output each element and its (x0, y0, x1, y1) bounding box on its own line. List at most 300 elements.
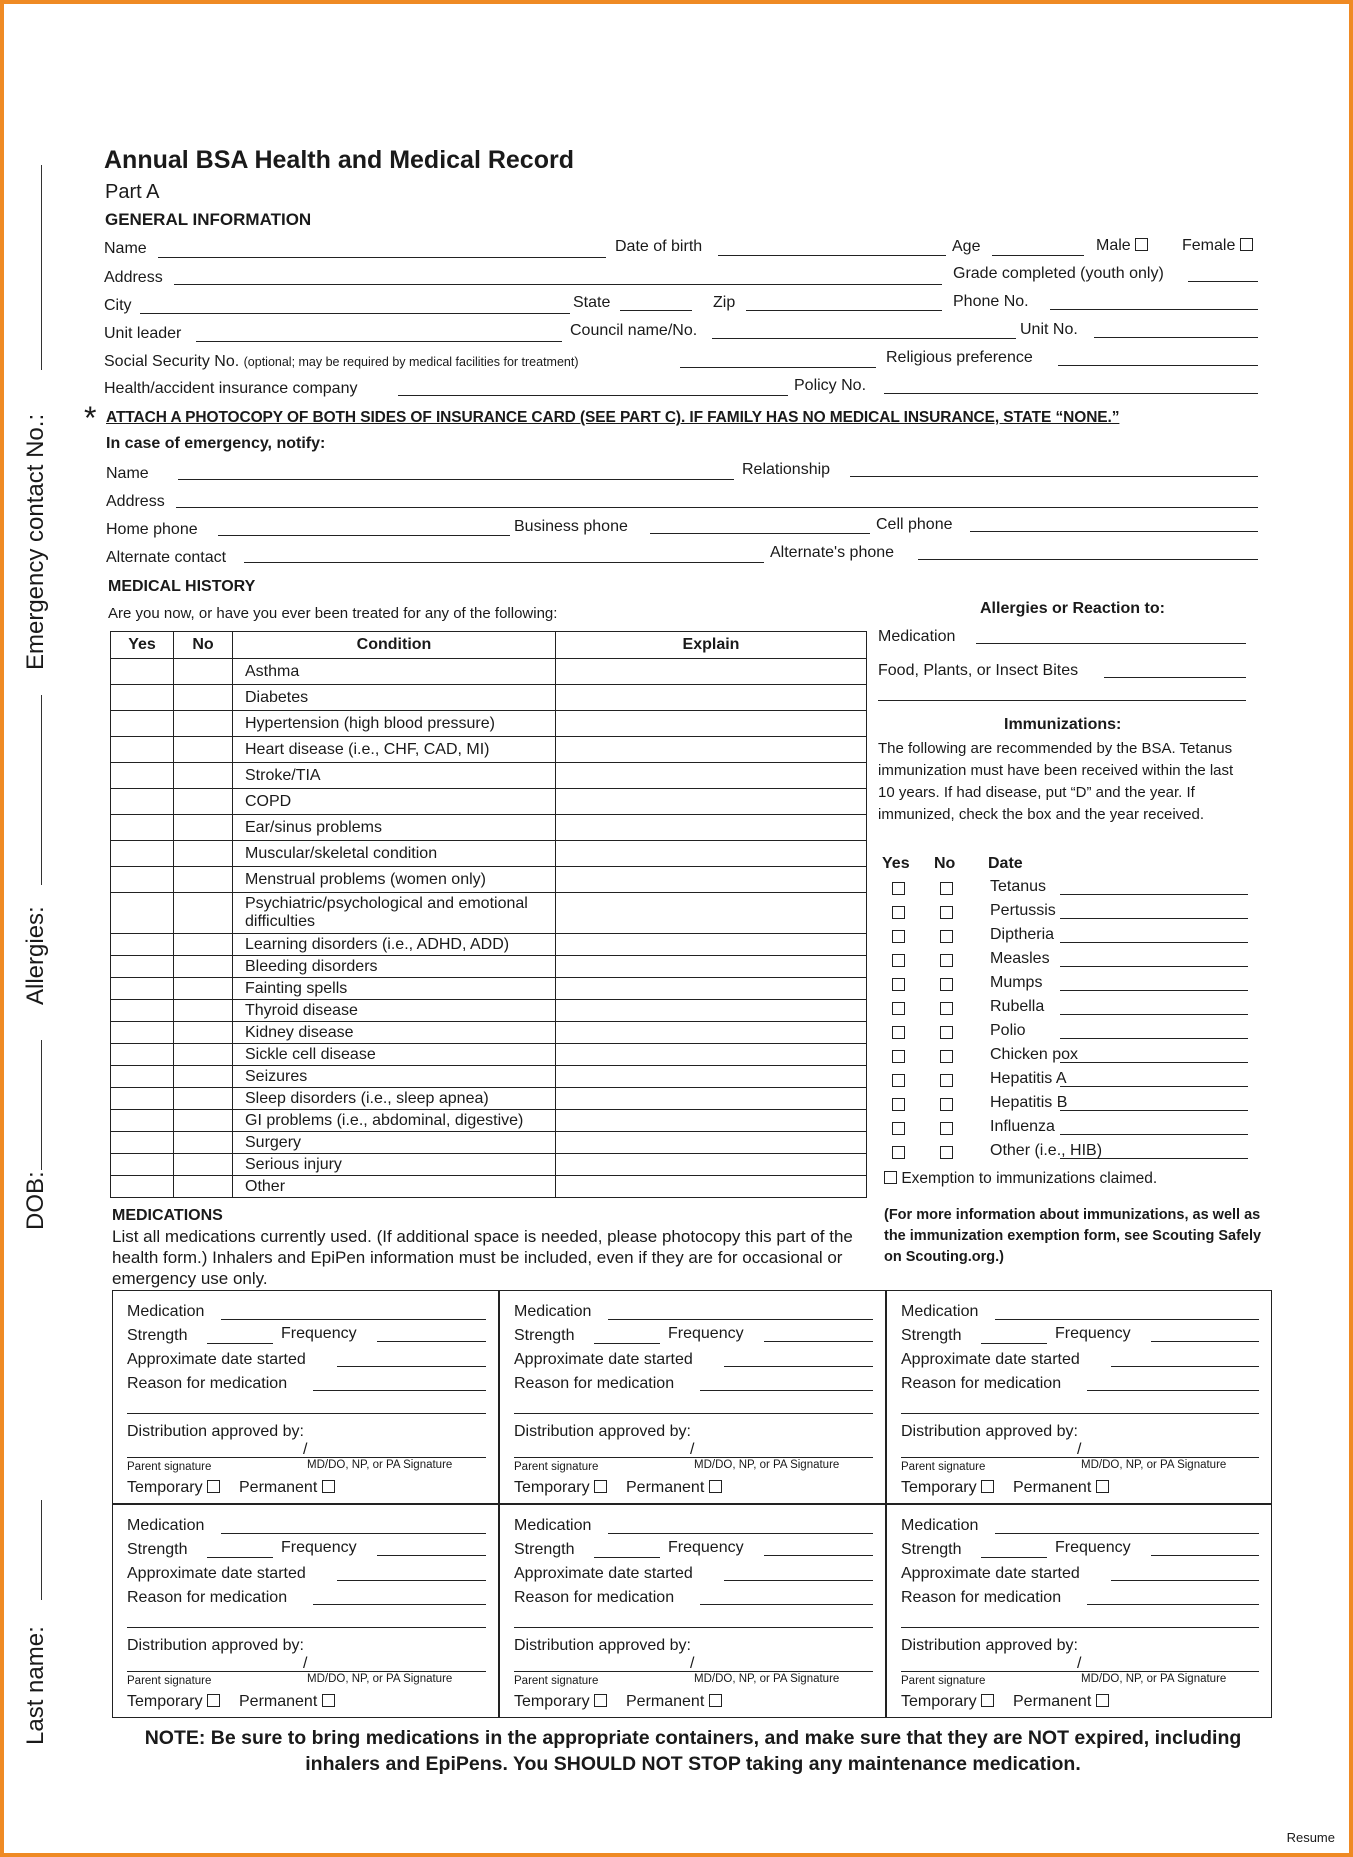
history-yes-cell[interactable] (111, 841, 174, 867)
table-row (111, 1110, 867, 1132)
imm-label: Mumps (990, 974, 1043, 991)
ssn-field[interactable] (680, 367, 876, 368)
history-no-cell[interactable] (174, 685, 233, 711)
table-row (111, 737, 867, 763)
phone-field[interactable] (1050, 309, 1258, 310)
table-row (111, 867, 867, 893)
history-condition: Learning disorders (i.e., ADHD, ADD) (233, 934, 556, 956)
table-row (111, 841, 867, 867)
table-row (111, 956, 867, 978)
history-condition: Thyroid disease (233, 1000, 556, 1022)
temporary-label: Temporary (901, 1479, 977, 1496)
imm-date-field[interactable] (1060, 1158, 1248, 1159)
address-field[interactable] (174, 284, 942, 285)
insurance-label: Health/accident insurance company (104, 380, 358, 397)
history-yes-cell[interactable] (111, 1088, 174, 1110)
temporary-checkbox[interactable] (981, 1480, 994, 1493)
parent-sig-label: Parent signature (514, 1675, 599, 1687)
imm-col-yes: Yes (882, 855, 910, 872)
med-name-field[interactable] (221, 1533, 486, 1534)
female-checkbox[interactable] (1240, 238, 1253, 251)
table-row (111, 685, 867, 711)
female-option[interactable] (1182, 237, 1253, 255)
temporary-label: Temporary (127, 1693, 203, 1710)
history-no-cell[interactable] (174, 1110, 233, 1132)
male-checkbox[interactable] (1135, 238, 1148, 251)
frequency-field[interactable] (1151, 1555, 1259, 1556)
history-yes-cell[interactable] (111, 737, 174, 763)
imm-no-checkbox[interactable] (940, 1122, 953, 1135)
alt-phone-field[interactable] (918, 559, 1258, 560)
strength-field[interactable] (207, 1343, 273, 1344)
strength-label: Strength (127, 1541, 188, 1558)
unit-leader-field[interactable] (196, 341, 562, 342)
exemption-option[interactable] (884, 1170, 1157, 1188)
permanent-checkbox[interactable] (322, 1694, 335, 1707)
imm-date-field[interactable] (1060, 1038, 1248, 1039)
grade-field[interactable] (1188, 281, 1258, 282)
reason-field-2[interactable] (514, 1413, 873, 1414)
history-condition: Kidney disease (233, 1022, 556, 1044)
history-yes-cell[interactable] (111, 1022, 174, 1044)
table-row (111, 1044, 867, 1066)
history-yes-cell[interactable] (111, 1066, 174, 1088)
imm-yes-checkbox[interactable] (892, 882, 905, 895)
allergy-extra-field[interactable] (878, 700, 1246, 701)
history-explain-cell[interactable] (556, 893, 867, 934)
imm-no-checkbox[interactable] (940, 1050, 953, 1063)
temporary-checkbox[interactable] (207, 1694, 220, 1707)
history-no-cell[interactable] (174, 1088, 233, 1110)
history-yes-cell[interactable] (111, 1176, 174, 1198)
history-yes-cell[interactable] (111, 659, 174, 685)
side-line (41, 165, 42, 370)
policy-label: Policy No. (794, 377, 867, 394)
religious-field[interactable] (1058, 365, 1258, 366)
history-yes-cell[interactable] (111, 711, 174, 737)
history-explain-cell[interactable] (556, 867, 867, 893)
md-sig-label: MD/DO, NP, or PA Signature (1081, 1459, 1227, 1471)
history-condition: Serious injury (233, 1154, 556, 1176)
history-yes-cell[interactable] (111, 789, 174, 815)
reason-field-2[interactable] (901, 1413, 1259, 1414)
history-no-cell[interactable] (174, 1044, 233, 1066)
strength-field[interactable] (594, 1343, 660, 1344)
history-explain-cell[interactable] (556, 978, 867, 1000)
dob-label: Date of birth (615, 238, 703, 255)
history-no-cell[interactable] (174, 893, 233, 934)
temporary-option[interactable] (127, 1693, 220, 1711)
reason-label: Reason for medication (901, 1375, 1062, 1392)
male-option[interactable] (1096, 237, 1148, 255)
imm-date-field[interactable] (1060, 1014, 1248, 1015)
home-phone-field[interactable] (218, 535, 510, 536)
history-yes-cell[interactable] (111, 978, 174, 1000)
history-yes-cell[interactable] (111, 1044, 174, 1066)
business-phone-field[interactable] (650, 533, 870, 534)
imm-label: Rubella (990, 998, 1045, 1015)
grade-label: Grade completed (youth only) (953, 265, 1164, 282)
side-line (41, 1500, 42, 1600)
imm-no-checkbox[interactable] (940, 954, 953, 967)
med-name-label: Medication (127, 1517, 205, 1534)
imm-date-field[interactable] (1060, 1110, 1248, 1111)
col-condition: Condition (233, 632, 556, 659)
strength-field[interactable] (981, 1557, 1047, 1558)
table-row (111, 1132, 867, 1154)
table-header-row (111, 632, 867, 659)
history-explain-cell[interactable] (556, 685, 867, 711)
history-explain-cell[interactable] (556, 1088, 867, 1110)
permanent-option[interactable] (239, 1693, 335, 1711)
history-condition: Surgery (233, 1132, 556, 1154)
imm-yes-checkbox[interactable] (892, 906, 905, 919)
zip-field[interactable] (746, 310, 942, 311)
alt-contact-label: Alternate contact (106, 549, 227, 566)
history-explain-cell[interactable] (556, 1022, 867, 1044)
imm-no-checkbox[interactable] (940, 906, 953, 919)
medication-box (499, 1290, 886, 1504)
reason-field-2[interactable] (901, 1627, 1259, 1628)
frequency-field[interactable] (1151, 1341, 1259, 1342)
imm-date-field[interactable] (1060, 990, 1248, 991)
allergy-food-label: Food, Plants, or Insect Bites (878, 662, 1079, 679)
strength-label: Strength (514, 1327, 575, 1344)
temporary-label: Temporary (514, 1693, 590, 1710)
imm-no-checkbox[interactable] (940, 1074, 953, 1087)
imm-no-checkbox[interactable] (940, 882, 953, 895)
strength-field[interactable] (207, 1557, 273, 1558)
reason-field[interactable] (700, 1390, 873, 1391)
imm-no-checkbox[interactable] (940, 1098, 953, 1111)
history-explain-cell[interactable] (556, 1132, 867, 1154)
imm-no-checkbox[interactable] (940, 978, 953, 991)
permanent-option[interactable] (1013, 1479, 1109, 1497)
permanent-option[interactable] (626, 1693, 722, 1711)
history-condition: Bleeding disorders (233, 956, 556, 978)
imm-yes-checkbox[interactable] (892, 978, 905, 991)
frequency-field[interactable] (764, 1341, 873, 1342)
reason-field[interactable] (313, 1390, 486, 1391)
col-no: No (174, 632, 233, 659)
med-name-label: Medication (901, 1517, 979, 1534)
frequency-label: Frequency (281, 1539, 357, 1556)
exemption-label: Exemption to immunizations claimed. (901, 1170, 1158, 1187)
em-name-label: Name (106, 465, 149, 482)
history-yes-cell[interactable] (111, 934, 174, 956)
history-no-cell[interactable] (174, 711, 233, 737)
history-yes-cell[interactable] (111, 1000, 174, 1022)
imm-yes-checkbox[interactable] (892, 930, 905, 943)
history-no-cell[interactable] (174, 815, 233, 841)
relationship-label: Relationship (742, 461, 831, 478)
history-no-cell[interactable] (174, 1132, 233, 1154)
imm-no-checkbox[interactable] (940, 930, 953, 943)
history-explain-cell[interactable] (556, 711, 867, 737)
imm-date-field[interactable] (1060, 918, 1248, 919)
temporary-option[interactable] (901, 1693, 994, 1711)
imm-date-field[interactable] (1060, 966, 1248, 967)
cell-phone-field[interactable] (970, 531, 1258, 532)
imm-date-field[interactable] (1060, 1062, 1248, 1063)
imm-label: Other (i.e., HIB) (990, 1142, 1103, 1159)
temporary-option[interactable] (901, 1479, 994, 1497)
medication-box (886, 1290, 1272, 1504)
permanent-checkbox[interactable] (709, 1694, 722, 1707)
imm-yes-checkbox[interactable] (892, 1050, 905, 1063)
relationship-field[interactable] (850, 476, 1258, 477)
alt-contact-field[interactable] (244, 562, 764, 563)
em-address-field[interactable] (176, 507, 1258, 508)
history-yes-cell[interactable] (111, 893, 174, 934)
history-explain-cell[interactable] (556, 815, 867, 841)
age-field[interactable] (992, 255, 1084, 256)
parent-sig-label: Parent signature (901, 1675, 986, 1687)
history-explain-cell[interactable] (556, 1066, 867, 1088)
history-condition: Seizures (233, 1066, 556, 1088)
frequency-label: Frequency (281, 1325, 357, 1342)
imm-yes-checkbox[interactable] (892, 1098, 905, 1111)
table-row (111, 1176, 867, 1198)
temporary-label: Temporary (514, 1479, 590, 1496)
history-no-cell[interactable] (174, 867, 233, 893)
history-explain-cell[interactable] (556, 659, 867, 685)
md-sig-label: MD/DO, NP, or PA Signature (307, 1673, 453, 1685)
history-explain-cell[interactable] (556, 737, 867, 763)
med-name-field[interactable] (995, 1319, 1259, 1320)
dob-field[interactable] (718, 255, 946, 256)
history-condition: COPD (233, 789, 556, 815)
general-heading: GENERAL INFORMATION (105, 210, 312, 229)
history-yes-cell[interactable] (111, 1110, 174, 1132)
temporary-label: Temporary (901, 1693, 977, 1710)
sig-slash: / (690, 1441, 695, 1458)
history-condition: Fainting spells (233, 978, 556, 1000)
parent-sig-label: Parent signature (127, 1675, 212, 1687)
imm-date-field[interactable] (1060, 1134, 1248, 1135)
reason-field-2[interactable] (127, 1627, 486, 1628)
strength-field[interactable] (981, 1343, 1047, 1344)
history-explain-cell[interactable] (556, 763, 867, 789)
allergy-food-field[interactable] (1104, 677, 1246, 678)
reason-field[interactable] (1087, 1390, 1259, 1391)
reason-label: Reason for medication (514, 1589, 675, 1606)
temporary-checkbox[interactable] (594, 1694, 607, 1707)
imm-yes-checkbox[interactable] (892, 1146, 905, 1159)
distribution-label: Distribution approved by: (127, 1423, 304, 1440)
med-name-field[interactable] (221, 1319, 486, 1320)
part-label: Part A (105, 181, 160, 203)
city-field[interactable] (140, 313, 570, 314)
med-name-label: Medication (514, 1303, 592, 1320)
allergy-med-label: Medication (878, 628, 956, 645)
temporary-option[interactable] (514, 1693, 607, 1711)
history-no-cell[interactable] (174, 934, 233, 956)
temporary-checkbox[interactable] (981, 1694, 994, 1707)
distribution-label: Distribution approved by: (514, 1423, 691, 1440)
imm-date-field[interactable] (1060, 942, 1248, 943)
reason-field[interactable] (700, 1604, 873, 1605)
table-row (111, 659, 867, 685)
em-name-field[interactable] (178, 479, 734, 480)
unit-no-field[interactable] (1094, 337, 1258, 338)
history-no-cell[interactable] (174, 763, 233, 789)
temporary-option[interactable] (127, 1479, 220, 1497)
ssn-note: (optional; may be required by medical facilities for treatment) (243, 355, 579, 369)
allergy-med-field[interactable] (976, 643, 1246, 644)
history-no-cell[interactable] (174, 1066, 233, 1088)
imm-label: Diptheria (990, 926, 1055, 943)
attach-asterisk: * (84, 400, 97, 436)
med-name-label: Medication (514, 1517, 592, 1534)
permanent-checkbox[interactable] (322, 1480, 335, 1493)
history-explain-cell[interactable] (556, 789, 867, 815)
md-sig-label: MD/DO, NP, or PA Signature (694, 1459, 840, 1471)
sig-slash: / (303, 1655, 308, 1672)
date-started-field[interactable] (724, 1366, 873, 1367)
frequency-field[interactable] (764, 1555, 873, 1556)
history-condition: Asthma (233, 659, 556, 685)
medication-box (112, 1290, 499, 1504)
history-no-cell[interactable] (174, 789, 233, 815)
note-text: NOTE: Be sure to bring medications in the appropriate containers, and make sure that they are NOT expired, including inhalers and EpiPens. You SHOULD NOT STOP taking any maintenance medication. (144, 1727, 1242, 1775)
state-label: State (573, 294, 611, 311)
history-explain-cell[interactable] (556, 1110, 867, 1132)
policy-field[interactable] (884, 393, 1258, 394)
permanent-option[interactable] (239, 1479, 335, 1497)
history-condition: Heart disease (i.e., CHF, CAD, MI) (233, 737, 556, 763)
history-no-cell[interactable] (174, 659, 233, 685)
permanent-label: Permanent (239, 1693, 318, 1710)
history-no-cell[interactable] (174, 956, 233, 978)
history-no-cell[interactable] (174, 1154, 233, 1176)
female-label: Female (1182, 237, 1236, 254)
imm-no-checkbox[interactable] (940, 1026, 953, 1039)
imm-date-field[interactable] (1060, 1086, 1248, 1087)
imm-no-checkbox[interactable] (940, 1146, 953, 1159)
table-row (111, 815, 867, 841)
med-name-field[interactable] (608, 1319, 873, 1320)
attach-instruction: ATTACH A PHOTOCOPY OF BOTH SIDES OF INSURANCE CARD (SEE PART C). IF FAMILY HAS NO MEDICAL INSURANCE, STATE “NONE.” (106, 409, 1120, 426)
history-yes-cell[interactable] (111, 685, 174, 711)
history-yes-cell[interactable] (111, 956, 174, 978)
imm-yes-checkbox[interactable] (892, 1074, 905, 1087)
strength-label: Strength (901, 1541, 962, 1558)
permanent-checkbox[interactable] (709, 1480, 722, 1493)
address-label: Address (104, 269, 163, 286)
reason-field[interactable] (313, 1604, 486, 1605)
med-name-label: Medication (901, 1303, 979, 1320)
reason-field-2[interactable] (514, 1627, 873, 1628)
history-no-cell[interactable] (174, 1022, 233, 1044)
unit-leader-label: Unit leader (104, 325, 182, 342)
frequency-field[interactable] (377, 1341, 486, 1342)
reason-field[interactable] (1087, 1604, 1259, 1605)
permanent-option[interactable] (1013, 1693, 1109, 1711)
insurance-field[interactable] (398, 395, 788, 396)
history-no-cell[interactable] (174, 841, 233, 867)
date-started-field[interactable] (1111, 1366, 1259, 1367)
history-no-cell[interactable] (174, 1000, 233, 1022)
exemption-checkbox[interactable] (884, 1171, 897, 1184)
table-row (111, 1066, 867, 1088)
history-no-cell[interactable] (174, 1176, 233, 1198)
history-prompt: Are you now, or have you ever been treated for any of the following: (108, 605, 558, 622)
frequency-label: Frequency (668, 1325, 744, 1342)
history-yes-cell[interactable] (111, 1154, 174, 1176)
frequency-field[interactable] (377, 1555, 486, 1556)
imm-yes-checkbox[interactable] (892, 1002, 905, 1015)
date-started-label: Approximate date started (901, 1351, 1080, 1368)
permanent-option[interactable] (626, 1479, 722, 1497)
name-field[interactable] (158, 257, 606, 258)
temporary-checkbox[interactable] (207, 1480, 220, 1493)
col-explain: Explain (556, 632, 867, 659)
date-started-field[interactable] (724, 1580, 873, 1581)
history-condition: Muscular/skeletal condition (233, 841, 556, 867)
history-yes-cell[interactable] (111, 763, 174, 789)
frequency-label: Frequency (668, 1539, 744, 1556)
imm-yes-checkbox[interactable] (892, 1026, 905, 1039)
imm-yes-checkbox[interactable] (892, 954, 905, 967)
sig-slash: / (1077, 1441, 1082, 1458)
history-explain-cell[interactable] (556, 1154, 867, 1176)
history-explain-cell[interactable] (556, 1044, 867, 1066)
frequency-label: Frequency (1055, 1325, 1131, 1342)
ssn-label (104, 353, 579, 371)
history-no-cell[interactable] (174, 737, 233, 763)
history-explain-cell[interactable] (556, 934, 867, 956)
form-title: Annual BSA Health and Medical Record (104, 146, 574, 174)
imm-label: Hepatitis B (990, 1094, 1068, 1111)
history-yes-cell[interactable] (111, 867, 174, 893)
imm-no-checkbox[interactable] (940, 1002, 953, 1015)
reason-field-2[interactable] (127, 1413, 486, 1414)
med-name-field[interactable] (608, 1533, 873, 1534)
side-line (41, 1040, 42, 1170)
permanent-label: Permanent (239, 1479, 318, 1496)
history-explain-cell[interactable] (556, 1000, 867, 1022)
med-name-field[interactable] (995, 1533, 1259, 1534)
permanent-checkbox[interactable] (1096, 1694, 1109, 1707)
permanent-label: Permanent (1013, 1479, 1092, 1496)
strength-label: Strength (127, 1327, 188, 1344)
male-label: Male (1096, 237, 1131, 254)
medication-box (499, 1504, 886, 1718)
allergies-heading: Allergies or Reaction to: (980, 600, 1165, 617)
date-started-field[interactable] (337, 1366, 486, 1367)
imm-label: Influenza (990, 1118, 1055, 1135)
history-no-cell[interactable] (174, 978, 233, 1000)
history-explain-cell[interactable] (556, 841, 867, 867)
history-yes-cell[interactable] (111, 1132, 174, 1154)
imm-date-field[interactable] (1060, 894, 1248, 895)
date-started-field[interactable] (337, 1580, 486, 1581)
imm-yes-checkbox[interactable] (892, 1122, 905, 1135)
council-field[interactable] (712, 338, 1016, 339)
temporary-checkbox[interactable] (594, 1480, 607, 1493)
strength-field[interactable] (594, 1557, 660, 1558)
date-started-field[interactable] (1111, 1580, 1259, 1581)
parent-sig-label: Parent signature (127, 1461, 212, 1473)
history-explain-cell[interactable] (556, 956, 867, 978)
state-field[interactable] (620, 310, 692, 311)
history-yes-cell[interactable] (111, 815, 174, 841)
permanent-checkbox[interactable] (1096, 1480, 1109, 1493)
temporary-option[interactable] (514, 1479, 607, 1497)
table-row (111, 763, 867, 789)
history-explain-cell[interactable] (556, 1176, 867, 1198)
